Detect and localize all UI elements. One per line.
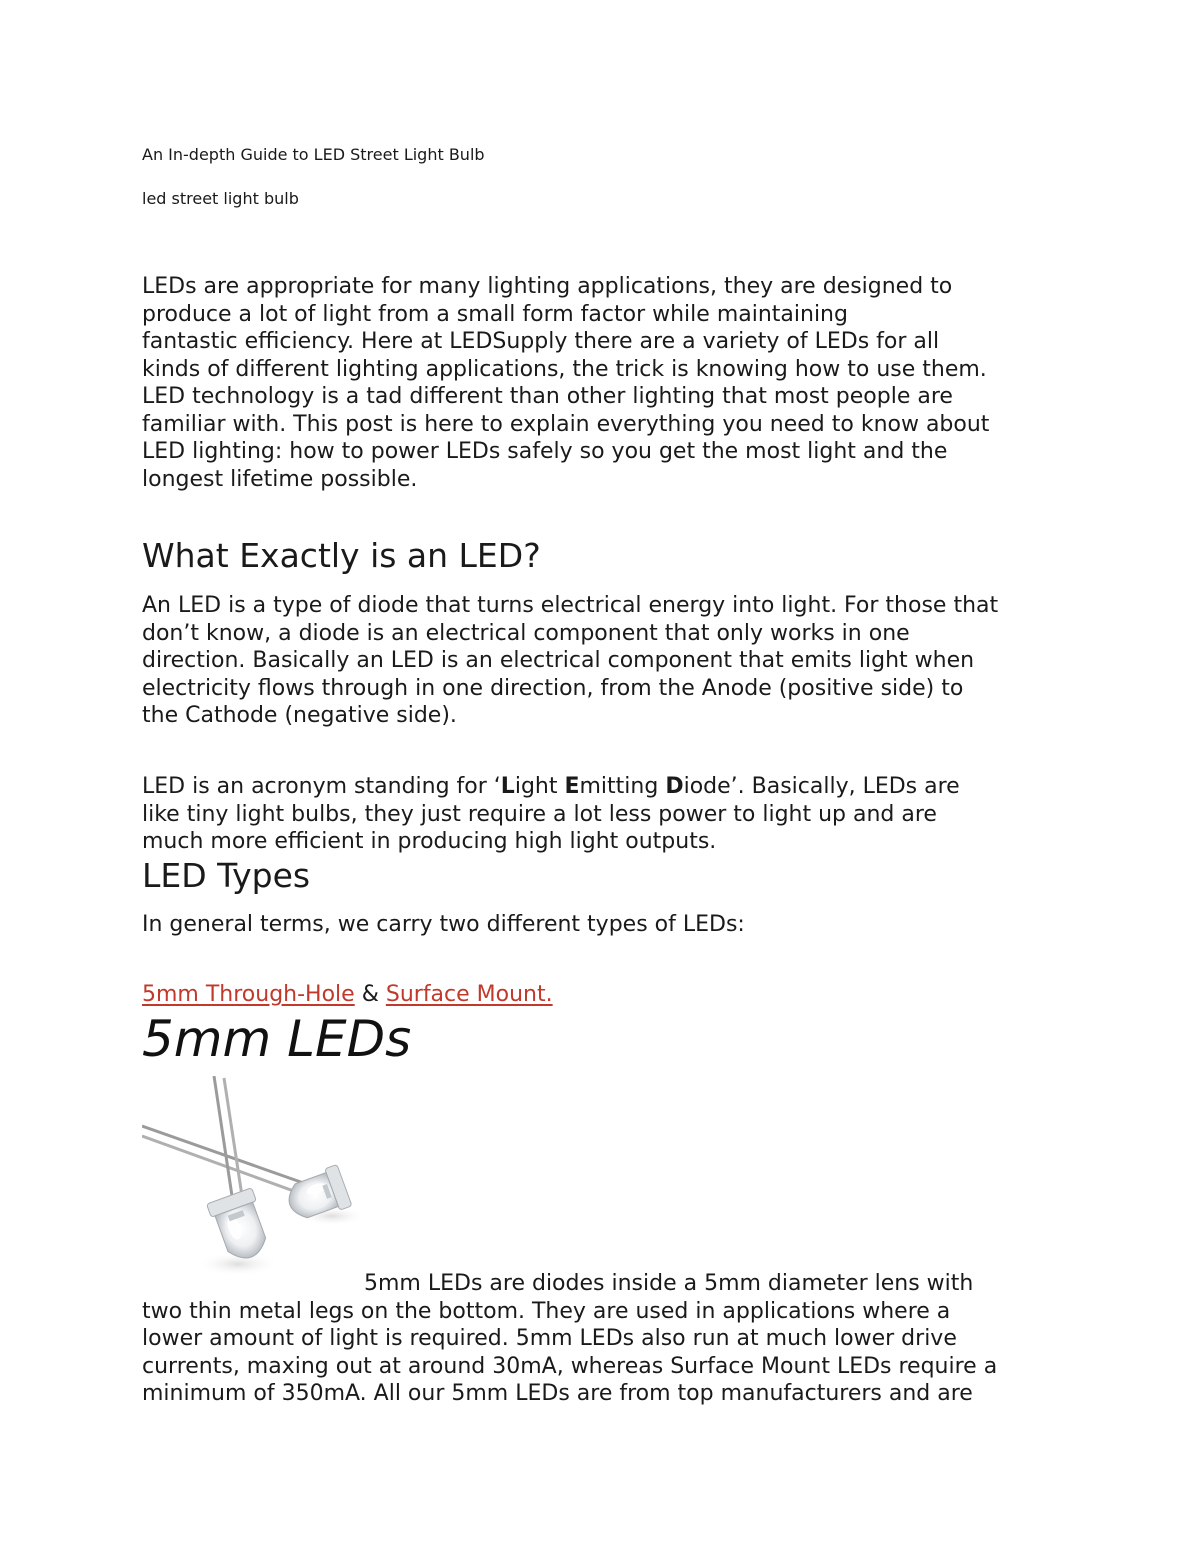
paragraph-line: electricity flows through in one direction, from the Anode (positive side) to [142,675,964,701]
text-run: LED is an acronym standing for ‘ [142,774,501,799]
led-types-links [142,981,1072,1009]
intro-line: fantastic efficiency. Here at LEDSupply there are a variety of LEDs for all [142,329,940,354]
link-5mm-through-hole[interactable]: 5mm Through-Hole [142,982,355,1007]
intro-line: longest lifetime possible. [142,466,418,492]
links-line [142,981,1072,1009]
intro-line: LED lighting: how to power LEDs safely so you get the most light and the [142,439,948,464]
keyword-line: led street light bulb [142,189,299,208]
paragraph-line: much more efficient in producing high light outputs. [142,829,717,854]
led-types-paragraph [142,911,1072,939]
document-page [142,0,1072,1553]
intro-line: LED technology is a tad different than other lighting that most people are [142,384,953,409]
intro-line: familiar with. This post is here to explain everything you need to know about [142,411,990,437]
heading-led-types: LED Types [142,856,311,895]
bold-letter: E [564,774,580,799]
paragraph-line: minimum of 350mA. All our 5mm LEDs are from top manufacturers and are [142,1381,973,1406]
acronym-line [142,773,1072,801]
text-run: ight [514,774,565,799]
acronym-paragraph [142,773,1072,856]
link-surface-mount[interactable]: Surface Mount. [385,982,553,1007]
paragraph-line: the Cathode (negative side). [142,703,457,728]
intro-paragraph [142,273,1072,493]
paragraph-line: currents, maxing out at around 30mA, whereas Surface Mount LEDs require a [142,1353,998,1379]
5mm-led-photo [142,1076,364,1282]
5mm-leds-paragraph [142,1270,1072,1408]
paragraph-line: An LED is a type of diode that turns electrical energy into light. For those that [142,593,999,618]
text-run: iode’. Basically, LEDs are [683,774,960,799]
paragraph-first-line: 5mm LEDs are diodes inside a 5mm diameter lens with [364,1271,974,1296]
intro-line: kinds of different lighting applications, the trick is knowing how to use them. [142,356,987,382]
intro-line: LEDs are appropriate for many lighting applications, they are designed to [142,274,953,299]
paragraph-line: In general terms, we carry two different types of LEDs: [142,912,745,937]
paragraph-line: don’t know, a diode is an electrical component that only works in one [142,620,910,646]
paragraph-line: direction. Basically an LED is an electrical component that emits light when [142,648,975,673]
paragraph-line: like tiny light bulbs, they just require a lot less power to light up and are [142,801,937,827]
intro-line: produce a lot of light from a small form factor while maintaining [142,301,848,327]
ampersand: & [354,982,386,1007]
bold-letter: D [665,774,684,799]
heading-5mm-leds: 5mm LEDs [142,1010,412,1068]
what-is-led-paragraph [142,592,1072,730]
document-title: An In-depth Guide to LED Street Light Bulb [142,145,485,164]
text-run: mitting [579,774,666,799]
paragraph-line: lower amount of light is required. 5mm LEDs also run at much lower drive [142,1326,957,1351]
paragraph-line: two thin metal legs on the bottom. They are used in applications where a [142,1298,951,1324]
bold-letter: L [500,774,515,799]
heading-what-is-led: What Exactly is an LED? [142,536,541,575]
